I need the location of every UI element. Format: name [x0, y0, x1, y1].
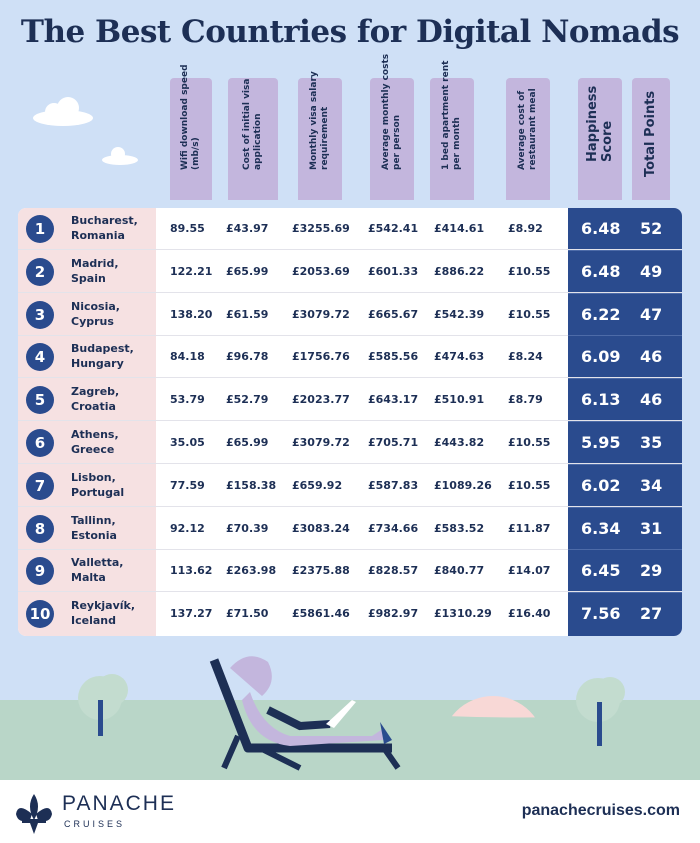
column-header-label: Total Points [643, 90, 658, 177]
cell-rent: £1089.26 [434, 478, 492, 492]
cell-monthly: £587.83 [368, 478, 419, 492]
city-name: Bucharest, Romania [71, 214, 138, 242]
cell-salary: £3255.69 [292, 222, 350, 235]
city-name: Athens, Greece [71, 428, 119, 456]
city-name: Lisbon, Portugal [71, 470, 125, 499]
column-header-label: Average monthly costs per person [381, 53, 402, 170]
city-name: Budapest, Hungary [71, 342, 134, 371]
cell-visa: £65.99 [226, 264, 269, 278]
cell-rent: £443.82 [434, 436, 485, 449]
lounge-illustration [0, 640, 700, 780]
cell-salary: £3079.72 [292, 436, 350, 449]
column-header-label: 1 bed apartment rent per month [441, 60, 462, 170]
cell-points: 31 [640, 518, 663, 538]
cell-salary: £1756.76 [292, 350, 350, 364]
rank-badge: 6 [26, 429, 54, 457]
cell-rent: £583.52 [434, 521, 485, 535]
cell-happiness: 6.22 [581, 304, 621, 324]
cell-salary: £3083.24 [292, 521, 350, 535]
cell-points: 47 [640, 304, 663, 324]
cell-salary: £5861.46 [292, 607, 350, 621]
column-header-label: Cost of initial visa application [242, 78, 263, 170]
cell-visa: £158.38 [226, 478, 277, 492]
table-row [18, 251, 682, 293]
cell-happiness: 7.56 [581, 604, 621, 624]
cell-visa: £65.99 [226, 436, 269, 449]
cell-meal: £10.55 [508, 264, 551, 278]
cell-happiness: 6.45 [581, 561, 621, 581]
cell-meal: £11.87 [508, 521, 551, 535]
cell-meal: £16.40 [508, 607, 551, 621]
cell-wifi: 84.18 [170, 350, 205, 364]
city-name: Nicosia, Cyprus [71, 299, 120, 328]
cell-monthly: £665.67 [368, 307, 419, 321]
city-name: Madrid, Spain [71, 256, 119, 285]
cell-salary: £659.92 [292, 478, 343, 492]
cell-wifi: 89.55 [170, 222, 205, 235]
column-header-label: Happiness Score [585, 85, 615, 162]
ranking-table [18, 208, 682, 636]
cell-monthly: £734.66 [368, 521, 419, 535]
cell-salary: £2053.69 [292, 264, 350, 278]
rank-badge: 2 [26, 258, 54, 286]
cell-rent: £414.61 [434, 222, 485, 235]
rank-badge: 5 [26, 386, 54, 414]
cell-happiness: 6.09 [581, 347, 621, 367]
cell-rent: £510.91 [434, 393, 485, 407]
cell-points: 49 [640, 261, 663, 281]
column-header-meal [506, 78, 550, 200]
rank-badge: 10 [26, 600, 54, 628]
table-row [18, 550, 682, 592]
cell-wifi: 92.12 [170, 521, 205, 535]
cell-visa: £70.39 [226, 521, 269, 535]
cell-rent: £840.77 [434, 564, 485, 578]
cell-happiness: 6.48 [581, 261, 621, 281]
cell-points: 29 [640, 561, 663, 581]
cell-monthly: £643.17 [368, 393, 419, 407]
city-name: Tallinn, Estonia [71, 513, 117, 542]
column-header-points [632, 78, 670, 200]
cell-happiness: 6.34 [581, 518, 621, 538]
column-header-monthly-costs [370, 53, 414, 200]
cell-visa: £71.50 [226, 607, 269, 621]
cell-points: 35 [640, 433, 663, 452]
cell-happiness: 6.48 [581, 219, 621, 238]
rank-badge: 3 [26, 301, 54, 329]
cell-rent: £474.63 [434, 350, 485, 364]
cell-points: 52 [640, 219, 663, 238]
cell-monthly: £705.71 [368, 436, 419, 449]
cell-wifi: 113.62 [170, 564, 213, 578]
cell-monthly: £601.33 [368, 264, 419, 278]
cell-wifi: 35.05 [170, 436, 205, 449]
cell-points: 34 [640, 475, 663, 495]
rank-badge: 4 [26, 343, 54, 371]
column-header-label: Average cost of restaurant meal [517, 88, 538, 170]
cell-meal: £10.55 [508, 436, 551, 449]
rank-badge: 9 [26, 557, 54, 585]
cell-wifi: 77.59 [170, 478, 205, 492]
cell-monthly: £828.57 [368, 564, 419, 578]
cell-wifi: 137.27 [170, 607, 213, 621]
cell-monthly: £585.56 [368, 350, 419, 364]
cell-meal: £10.55 [508, 307, 551, 321]
cell-points: 46 [640, 390, 663, 410]
city-name: Zagreb, Croatia [71, 385, 120, 414]
cell-visa: £52.79 [226, 393, 269, 407]
fleur-de-lis-logo-icon [14, 792, 54, 836]
column-header-label: Monthly visa salary requirement [309, 71, 330, 170]
cell-visa: £61.59 [226, 307, 269, 321]
cell-rent: £542.39 [434, 307, 485, 321]
cell-rent: £886.22 [434, 264, 485, 278]
cell-points: 27 [640, 604, 663, 624]
column-header-wifi [170, 64, 212, 200]
table-row [18, 379, 682, 421]
cell-salary: £3079.72 [292, 307, 350, 321]
cloud-icon [30, 96, 96, 128]
city-name: Reykjavík, Iceland [71, 599, 136, 628]
cell-points: 46 [640, 347, 663, 367]
column-header-label: Wifi download speed (mb/s) [180, 64, 201, 170]
cell-visa: £43.97 [226, 222, 269, 235]
rank-badge: 8 [26, 515, 54, 543]
table-row [18, 508, 682, 550]
cell-wifi: 138.20 [170, 307, 213, 321]
cell-visa: £96.78 [226, 350, 269, 364]
cell-monthly: £982.97 [368, 607, 419, 621]
page-title: The Best Countries for Digital Nomads [20, 14, 680, 50]
table-row [18, 208, 682, 250]
website-link[interactable]: panachecruises.com [521, 802, 680, 819]
cell-wifi: 122.21 [170, 264, 213, 278]
rank-badge: 1 [26, 215, 54, 243]
column-header-rent [430, 60, 474, 200]
table-row [18, 465, 682, 507]
table-row [18, 422, 682, 464]
cell-meal: £10.55 [508, 478, 551, 492]
cell-happiness: 5.95 [581, 433, 621, 452]
brand-subtitle: CRUISES [64, 819, 126, 829]
cell-meal: £14.07 [508, 564, 551, 578]
cell-visa: £263.98 [226, 564, 277, 578]
cell-happiness: 6.02 [581, 475, 621, 495]
cell-wifi: 53.79 [170, 393, 205, 407]
table-row [18, 593, 682, 635]
column-header-visa-cost [228, 78, 278, 200]
cloud-icon [100, 144, 140, 166]
table-row [18, 294, 682, 336]
table-row [18, 336, 682, 378]
column-header-salary [298, 71, 342, 200]
cell-rent: £1310.29 [434, 607, 492, 621]
cell-meal: £8.24 [508, 350, 543, 364]
cell-monthly: £542.41 [368, 222, 419, 235]
cell-meal: £8.79 [508, 393, 543, 407]
cell-salary: £2375.88 [292, 564, 350, 578]
cell-meal: £8.92 [508, 222, 543, 235]
city-name: Valletta, Malta [71, 556, 124, 585]
rank-badge: 7 [26, 472, 54, 500]
column-header-happiness [578, 78, 622, 200]
cell-salary: £2023.77 [292, 393, 350, 407]
brand-name: PANACHE [62, 792, 176, 815]
cell-happiness: 6.13 [581, 390, 621, 410]
